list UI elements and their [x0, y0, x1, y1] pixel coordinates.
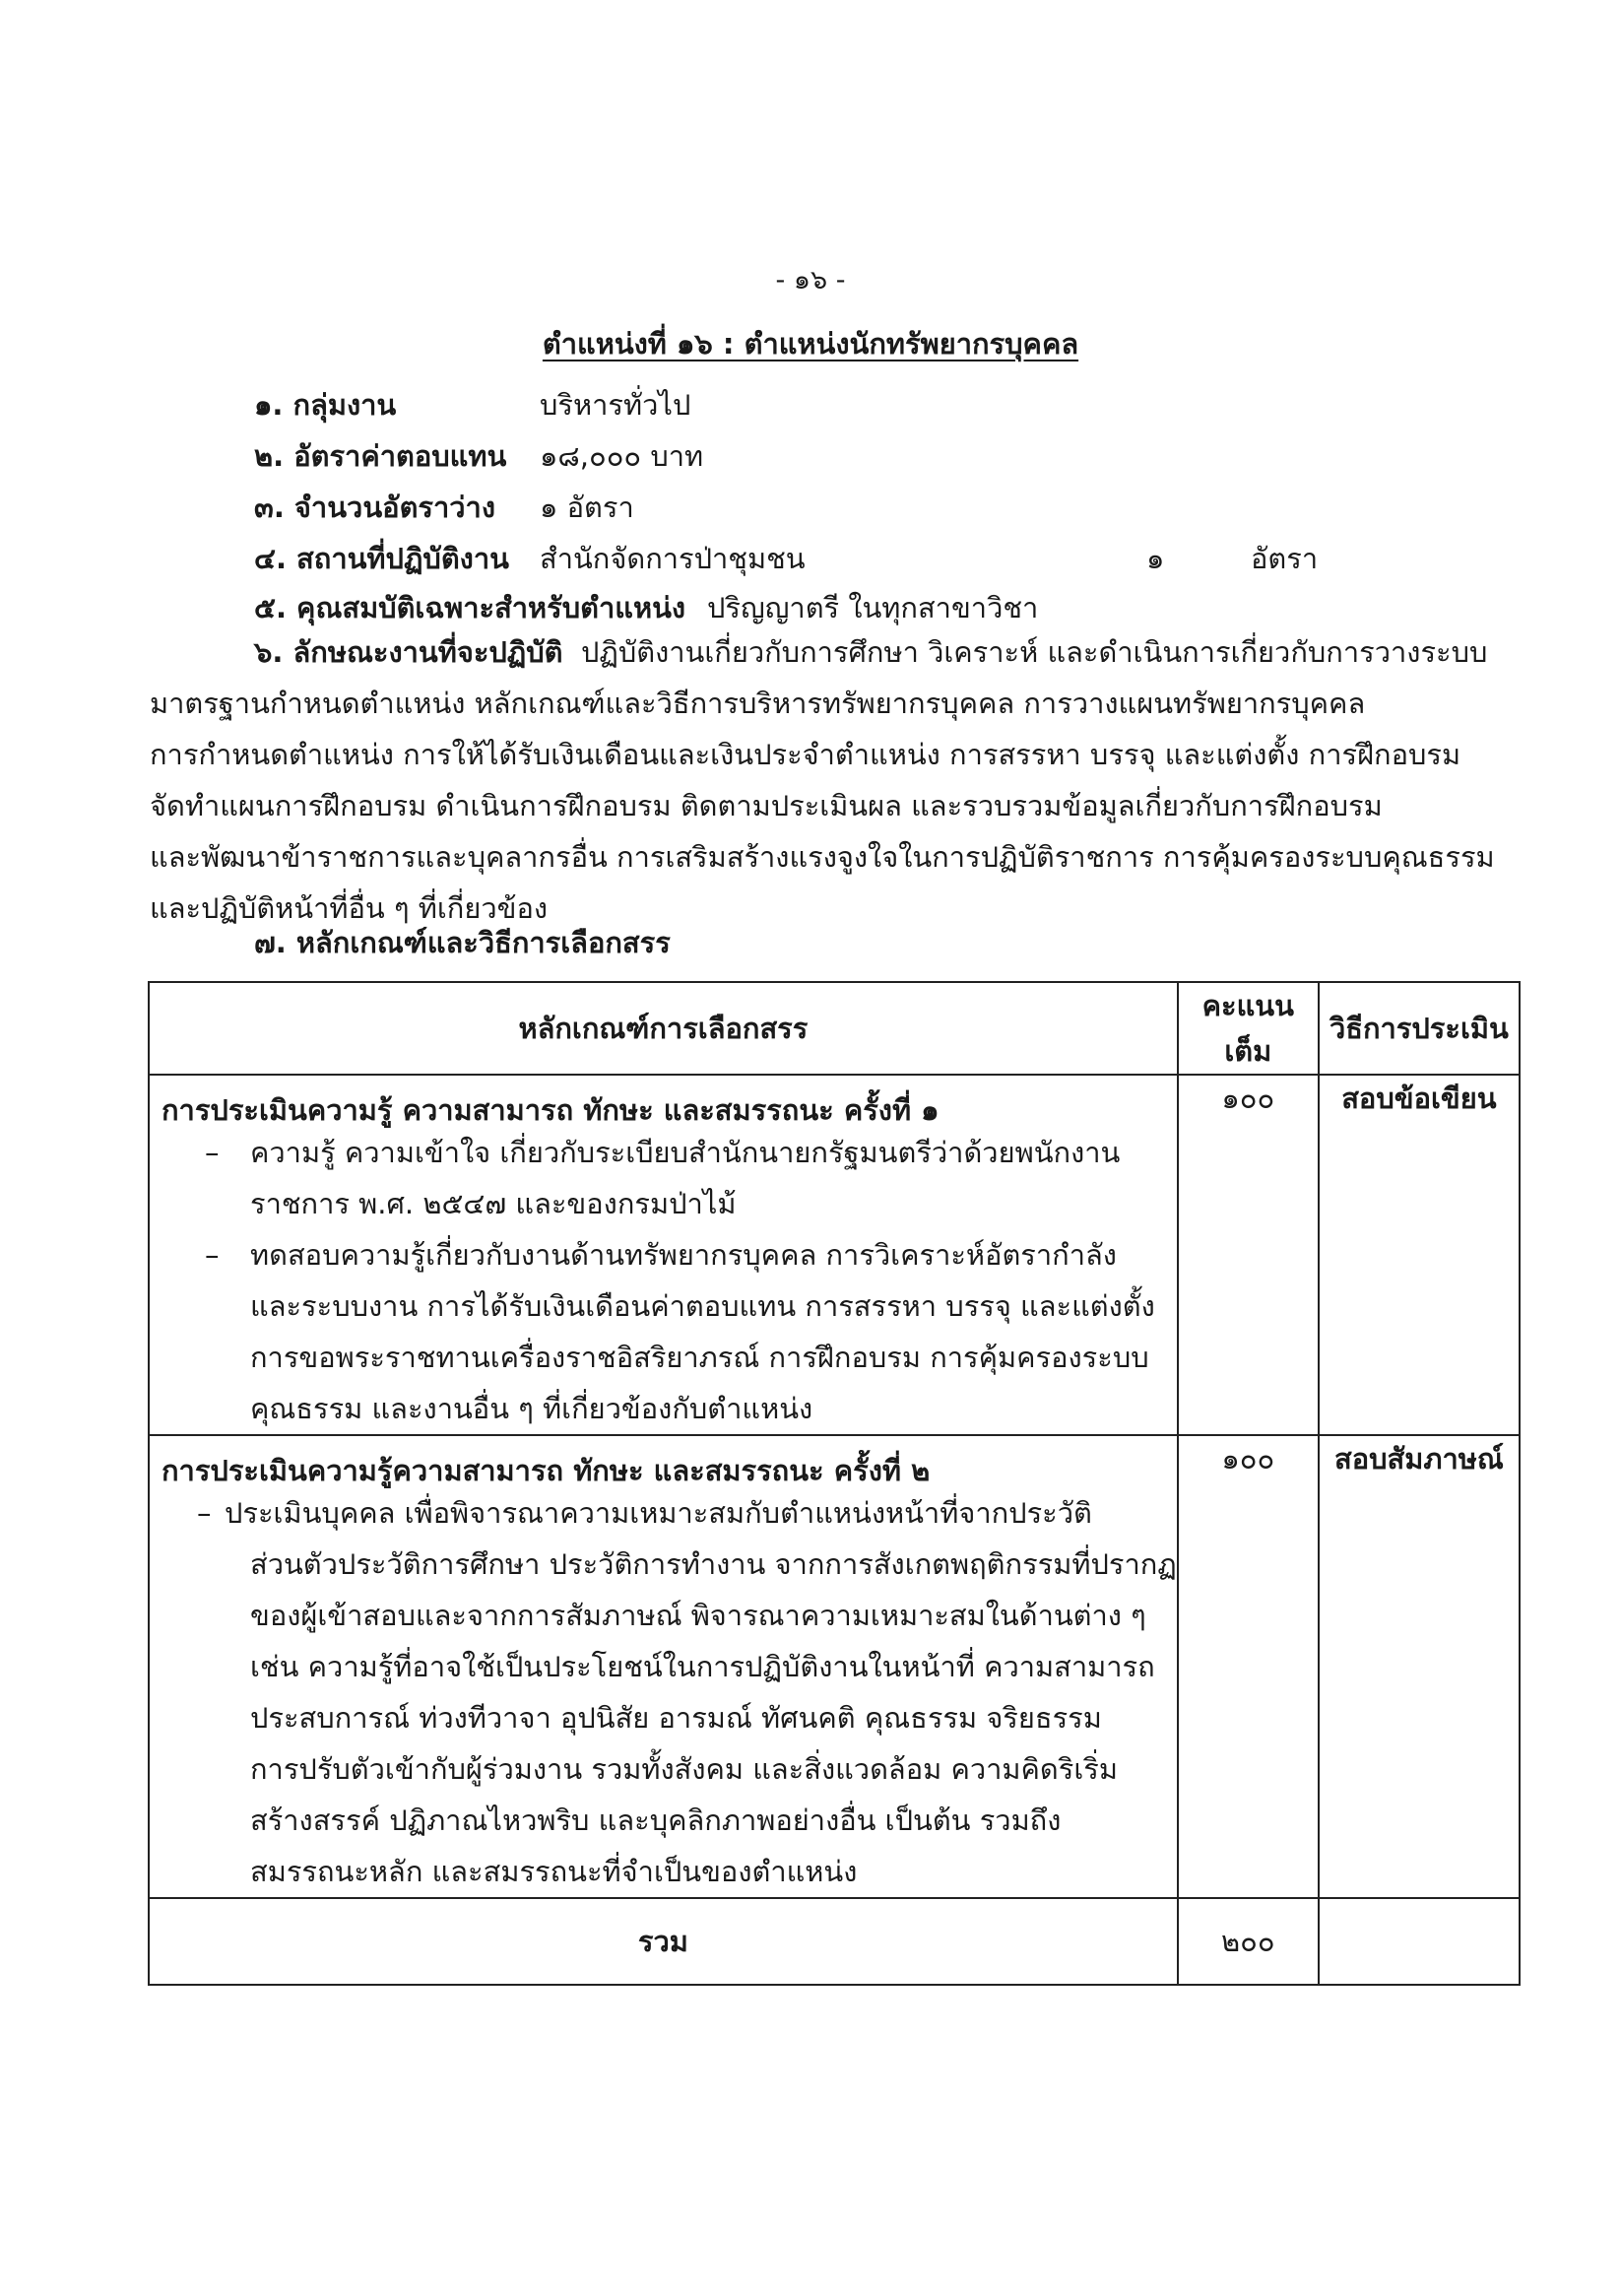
duties-paragraph	[150, 626, 1519, 934]
method-cell: สอบสัมภาษณ์	[1319, 1435, 1520, 1898]
item-qualification-label: ๕. คุณสมบัติเฉพาะสำหรับตำแหน่ง	[254, 591, 686, 624]
bullet-line: ประเมินบุคคล เพื่อพิจารณาความเหมาะสมกับตำแหน่งหน้าที่จากประวัติ	[225, 1496, 1092, 1530]
item-location-qty: ๑	[1146, 542, 1165, 575]
duties-line: และพัฒนาข้าราชการและบุคลากรอื่น การเสริมสร้างแรงจูงใจในการปฏิบัติราชการ การคุ้มครองระบบคุณธรรม	[150, 840, 1495, 874]
bullet-line: ความรู้ ความเข้าใจ เกี่ยวกับระเบียบสำนักนายกรัฐมนตรีว่าด้วยพนักงาน	[250, 1136, 1121, 1169]
item-vacancies-value: ๑ อัตรา	[540, 491, 634, 524]
total-row	[149, 1898, 1520, 1985]
item-location-unit: อัตรา	[1251, 542, 1319, 575]
dash-marker: –	[205, 1136, 220, 1169]
table-header-row	[149, 982, 1520, 1075]
bullet-line: และระบบงาน การได้รับเงินเดือนค่าตอบแทน การสรรหา บรรจุ และแต่งตั้ง	[250, 1289, 1155, 1323]
item-vacancies-label: ๓. จำนวนอัตราว่าง	[254, 491, 495, 524]
bullet-line: ของผู้เข้าสอบและจากการสัมภาษณ์ พิจารณาความเหมาะสมในด้านต่าง ๆ	[250, 1599, 1146, 1632]
item-location-label: ๔. สถานที่ปฏิบัติงาน	[254, 542, 509, 575]
criteria-cell	[149, 1435, 1178, 1898]
duties-line: และปฏิบัติหน้าที่อื่น ๆ ที่เกี่ยวข้อง	[150, 891, 549, 925]
dash-marker: –	[205, 1238, 220, 1272]
dash-marker: –	[197, 1496, 212, 1530]
item-salary-label: ๒. อัตราค่าตอบแทน	[254, 439, 507, 473]
bullet-line: ส่วนตัวประวัติการศึกษา ประวัติการทำงาน จากการสังเกตพฤติกรรมที่ปรากฏ	[250, 1547, 1177, 1581]
bullet-line: สร้างสรรค์ ปฏิภาณไหวพริบ และบุคลิกภาพอย่างอื่น เป็นต้น รวมถึง	[250, 1804, 1062, 1837]
bullet-line: การปรับตัวเข้ากับผู้ร่วมงาน รวมทั้งสังคม และสิ่งแวดล้อม ความคิดริเริ่ม	[250, 1752, 1118, 1786]
table-row	[149, 1075, 1520, 1435]
criteria-cell	[149, 1075, 1178, 1435]
criteria-table	[148, 981, 1521, 1986]
bullet-line: เช่น ความรู้ที่อาจใช้เป็นประโยชน์ในการปฏิบัติงานในหน้าที่ ความสามารถ	[250, 1650, 1155, 1683]
bullet-line: ประสบการณ์ ท่วงทีวาจา อุปนิสัย อารมณ์ ทัศนคติ คุณธรรม จริยธรรม	[250, 1701, 1102, 1735]
duties-line: ปฏิบัติงานเกี่ยวกับการศึกษา วิเคราะห์ และดำเนินการเกี่ยวกับการวางระบบ	[580, 635, 1488, 669]
total-score: ๒๐๐	[1178, 1898, 1319, 1985]
criteria-title: การประเมินความรู้ความสามารถ ทักษะ และสมรรถนะ ครั้งที่ ๒	[162, 1454, 931, 1487]
bullet-line: คุณธรรม และงานอื่น ๆ ที่เกี่ยวข้องกับตำแหน่ง	[250, 1392, 813, 1425]
criteria-title: การประเมินความรู้ ความสามารถ ทักษะ และสมรรถนะ ครั้งที่ ๑	[162, 1093, 940, 1127]
score-cell: ๑๐๐	[1178, 1435, 1319, 1898]
table-row	[149, 1435, 1520, 1898]
score-cell: ๑๐๐	[1178, 1075, 1319, 1435]
total-method-empty	[1319, 1898, 1520, 1985]
page-number: - ๑๖ -	[775, 265, 846, 295]
page-title-text: ตำแหน่งที่ ๑๖ : ตำแหน่งนักทรัพยากรบุคคล	[542, 327, 1079, 361]
header-full-score: คะแนนเต็ม	[1178, 982, 1319, 1075]
duties-line: การกำหนดตำแหน่ง การให้ได้รับเงินเดือนและเงินประจำตำแหน่ง การสรรหา บรรจุ และแต่งตั้ง การฝึกอบรม	[150, 738, 1461, 771]
method-cell: สอบข้อเขียน	[1319, 1075, 1520, 1435]
header-criteria: หลักเกณฑ์การเลือกสรร	[149, 982, 1178, 1075]
criteria-heading: ๗. หลักเกณฑ์และวิธีการเลือกสรร	[254, 926, 671, 959]
total-label: รวม	[149, 1898, 1178, 1985]
item-group-value: บริหารทั่วไป	[540, 388, 691, 422]
item-qualification-value: ปริญญาตรี ในทุกสาขาวิชา	[707, 591, 1039, 624]
bullet-line: สมรรถนะหลัก และสมรรถนะที่จำเป็นของตำแหน่ง	[250, 1855, 858, 1888]
page-title	[0, 321, 1621, 366]
duties-line: จัดทำแผนการฝึกอบรม ดำเนินการฝึกอบรม ติดตามประเมินผล และรวบรวมข้อมูลเกี่ยวกับการฝึกอบรม	[150, 789, 1383, 822]
item-salary-value: ๑๘,๐๐๐ บาท	[540, 439, 704, 473]
header-method: วิธีการประเมิน	[1319, 982, 1520, 1075]
criteria-bullet	[150, 1487, 1177, 1897]
duties-line: มาตรฐานกำหนดตำแหน่ง หลักเกณฑ์และวิธีการบริหารทรัพยากรบุคคล การวางแผนทรัพยากรบุคคล	[150, 687, 1366, 720]
item-group-label: ๑. กลุ่มงาน	[254, 388, 397, 422]
bullet-line: ทดสอบความรู้เกี่ยวกับงานด้านทรัพยากรบุคคล การวิเคราะห์อัตรากำลัง	[250, 1238, 1117, 1272]
duties-label: ๖. ลักษณะงานที่จะปฏิบัติ	[254, 635, 563, 669]
bullet-line: การขอพระราชทานเครื่องราชอิสริยาภรณ์ การฝึกอบรม การคุ้มครองระบบ	[250, 1341, 1149, 1374]
item-location-value: สำนักจัดการป่าชุมชน	[540, 542, 806, 575]
bullet-line: ราชการ พ.ศ. ๒๕๔๗ และของกรมป่าไม้	[250, 1187, 737, 1220]
criteria-bullet	[150, 1229, 1177, 1434]
criteria-bullet	[150, 1127, 1177, 1229]
